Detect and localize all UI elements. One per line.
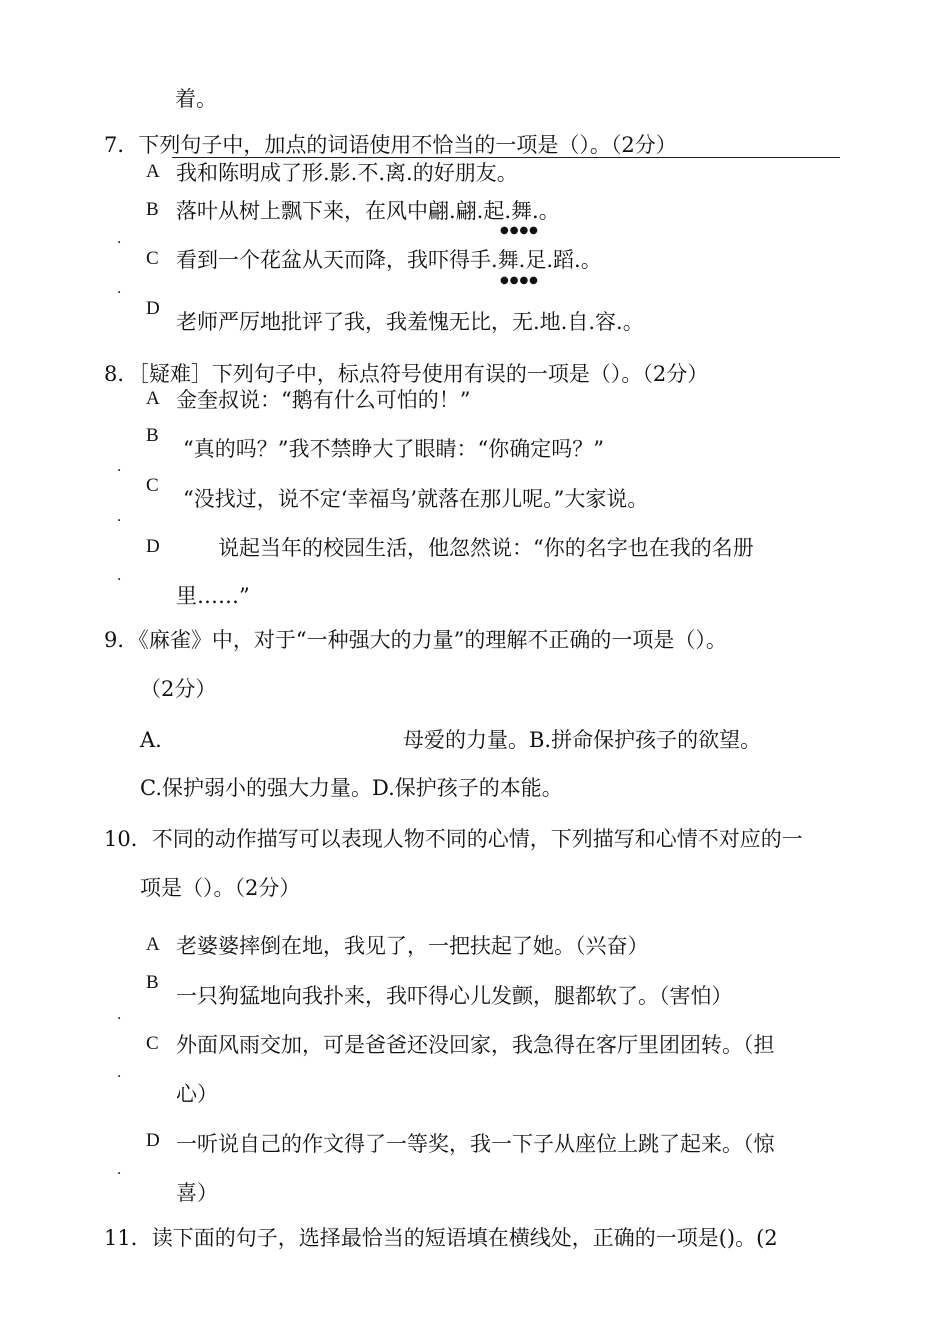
q7-option-d: 老师严厉地批评了我，我羞愧无比，无.地.自.容.。 xyxy=(176,310,644,334)
q7-option-a: 我和陈明成了形.影.不.离.的好朋友。 xyxy=(176,161,518,185)
option-label-b: B xyxy=(146,199,159,220)
q8-option-b: “真的吗？”我不禁睁大了眼睛：“你确定吗？” xyxy=(183,437,604,461)
q10-option-d: 一听说自己的作文得了一等奖，我一下子从座位上跳了起来。（惊 xyxy=(176,1132,775,1156)
q10-option-c: 外面风雨交加，可是爸爸还没回家，我急得在客厅里团团转。（担 xyxy=(176,1033,775,1057)
option-label-b: B xyxy=(146,972,159,993)
option-label-c: C xyxy=(146,1033,159,1054)
q10-option-a: 老婆婆摔倒在地，我见了，一把扶起了她。（兴奋） xyxy=(176,934,649,958)
bullet-dot: ． xyxy=(117,281,131,297)
q7-option-c: 看到一个花盆从天而降，我吓得手.舞.足.蹈.。 xyxy=(176,248,602,272)
text-line: 着。 xyxy=(175,87,217,111)
q10-option-c-cont: 心） xyxy=(176,1082,218,1106)
option-label-a: A xyxy=(146,161,160,182)
q9-options-ab: 母爱的力量。B.拼命保护孩子的欲望。 xyxy=(403,728,762,752)
bullet-dot: ． xyxy=(117,459,131,475)
question-9: 9．《麻雀》中，对于“一种强大的力量”的理解不正确的一项是（）。 xyxy=(104,628,727,652)
q8-option-a: 金奎叔说：“鹅有什么可怕的！” xyxy=(176,388,471,412)
option-label-d: D xyxy=(146,1130,160,1151)
q8-option-d: 说起当年的校园生活，他忽然说：“你的名字也在我的名册 xyxy=(218,536,754,560)
q10-option-b: 一只狗猛地向我扑来，我吓得心儿发颤，腿都软了。（害怕） xyxy=(176,984,733,1008)
q8-option-c: “没找过，说不定‘幸福鸟’就落在那儿呢。”大家说。 xyxy=(183,487,649,511)
question-9-score: （2分） xyxy=(140,677,217,701)
q8-option-d-cont: 里……” xyxy=(176,584,250,608)
question-10-cont: 项是（）。（2分） xyxy=(140,876,301,900)
option-label-d: D xyxy=(146,298,160,319)
underline-rule xyxy=(172,157,840,158)
option-label-c: C xyxy=(146,248,159,269)
option-label-a: A xyxy=(146,388,160,409)
q7-option-b: 落叶从树上飘下来，在风中翩.翩.起.舞.。 xyxy=(176,199,560,223)
option-label-c: C xyxy=(146,475,159,496)
bullet-dot: ． xyxy=(117,231,131,247)
bullet-dot: ． xyxy=(117,509,131,525)
option-label-d: D xyxy=(146,536,160,557)
q9-option-a-label: A. xyxy=(140,728,162,752)
emphasis-dots: ●●●● xyxy=(500,275,539,286)
bullet-dot: ． xyxy=(117,1162,131,1178)
q9-options-cd: C.保护弱小的强大力量。D.保护孩子的本能。 xyxy=(140,776,563,800)
emphasis-dots: ●●●● xyxy=(500,225,539,236)
bullet-dot: ． xyxy=(117,568,131,584)
question-8: 8．［疑难］下列句子中，标点符号使用有误的一项是（）。（2分） xyxy=(104,362,709,386)
q10-option-d-cont: 喜） xyxy=(176,1181,218,1205)
question-10: 10．不同的动作描写可以表现人物不同的心情，下列描写和心情不对应的一 xyxy=(104,827,803,851)
option-label-b: B xyxy=(146,425,159,446)
question-7: 7．下列句子中，加点的词语使用不恰当的一项是（）。（2分） xyxy=(104,133,677,157)
option-label-a: A xyxy=(146,934,160,955)
bullet-dot: ． xyxy=(117,1065,131,1081)
bullet-dot: ． xyxy=(117,1007,131,1023)
question-11: 11．读下面的句子，选择最恰当的短语填在横线处，正确的一项是()。(2 xyxy=(104,1226,778,1250)
